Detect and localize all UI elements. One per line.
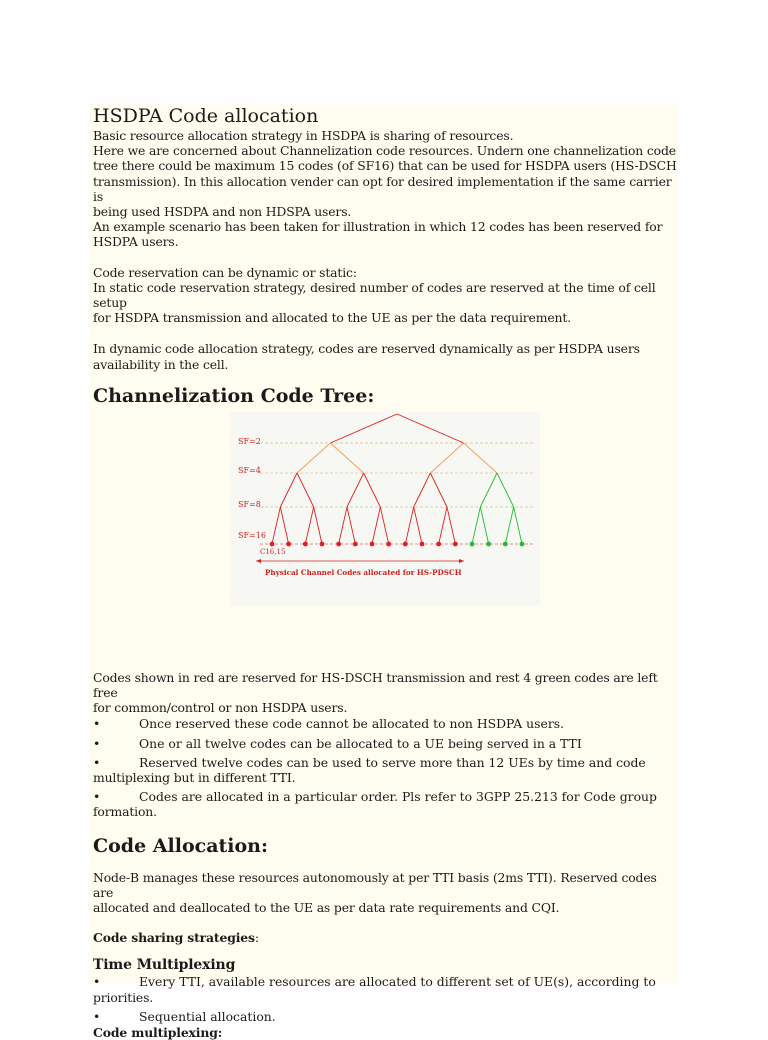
- section-heading-code-allocation: Code Allocation:: [93, 834, 269, 857]
- dynamic-line: availability in the cell.: [93, 356, 229, 372]
- dynamic-line: In dynamic code allocation strategy, codes are reserved dynamically as per HSDPA users: [93, 341, 640, 357]
- tree-branch: [472, 507, 480, 544]
- reservation-line: for HSDPA transmission and allocated to the UE as per the data requirement.: [93, 310, 571, 326]
- code-node: [520, 542, 525, 547]
- code-node: [453, 542, 458, 547]
- tree-branch: [364, 473, 381, 507]
- caption-arrowhead-right: [459, 559, 464, 563]
- alloc-line: Node-B manages these resources autonomously at per TTI basis (2ms TTI). Reserved codes are: [93, 869, 657, 900]
- list-item-continuation: formation.: [93, 804, 157, 820]
- list-item: • Sequential allocation.: [93, 1008, 276, 1024]
- intro-line: Here we are concerned about Channelization code resources. Undern one channelization code: [93, 143, 676, 159]
- intro-line: An example scenario has been taken for illustration in which 12 codes has been reserved for: [93, 219, 663, 235]
- tree-branch: [347, 473, 364, 507]
- tree-branch: [447, 507, 455, 544]
- tree-branch: [480, 507, 488, 544]
- tree-branch: [439, 507, 447, 544]
- sf-label: SF=4: [238, 466, 261, 475]
- sf-label: SF=8: [238, 500, 261, 509]
- section-heading-code-tree: Channelization Code Tree:: [93, 384, 375, 407]
- tree-branch: [380, 507, 388, 544]
- intro-line: tree there could be maximum 15 codes (of SF16) that can be used for HSDPA users (HS-DSCH: [93, 158, 677, 174]
- code-node: [303, 542, 308, 547]
- tree-branch: [314, 507, 322, 544]
- list-item: • One or all twelve codes can be allocated to a UE being served in a TTI: [93, 735, 582, 751]
- tree-branch: [339, 507, 347, 544]
- intro-line: transmission). In this allocation vender can opt for desired implementation if the same carrier is: [93, 173, 672, 204]
- intro-line: Basic resource allocation strategy in HSDPA is sharing of resources.: [93, 128, 514, 143]
- sf-label: SF=2: [238, 437, 261, 446]
- code-label: C16,15: [260, 548, 286, 556]
- code-tree-diagram: [230, 412, 540, 606]
- sharing-label: Code sharing strategies:: [93, 930, 259, 946]
- tree-branch: [347, 507, 355, 544]
- intro-line: HSDPA users.: [93, 234, 179, 250]
- code-multiplexing-heading: Code multiplexing:: [93, 1025, 223, 1040]
- list-item: • Codes are allocated in a particular order. Pls refer to 3GPP 25.213 for Code group: [93, 789, 657, 805]
- tree-branch: [430, 473, 447, 507]
- code-node: [503, 542, 508, 547]
- code-node: [353, 542, 358, 547]
- tree-branch: [297, 443, 330, 473]
- code-node: [286, 542, 291, 547]
- code-node: [370, 542, 375, 547]
- tree-branch: [330, 443, 363, 473]
- tree-branch: [414, 473, 431, 507]
- list-item-continuation: priorities.: [93, 989, 154, 1005]
- codes-line: Codes shown in red are reserved for HS-DSCH transmission and rest 4 green codes are left free: [93, 669, 658, 701]
- list-item: • Reserved twelve codes can be used to serve more than 12 UEs by time and code: [93, 754, 646, 770]
- reservation-line: Code reservation can be dynamic or static:: [93, 264, 357, 280]
- codes-line: for common/control or non HSDPA users.: [93, 700, 348, 716]
- tree-branch: [372, 507, 380, 544]
- tree-branch: [464, 443, 497, 473]
- caption-arrowhead-left: [256, 559, 261, 563]
- code-node: [403, 542, 408, 547]
- tree-branch: [497, 473, 514, 507]
- tree-branch: [480, 473, 497, 507]
- time-multiplexing-heading: Time Multiplexing: [93, 957, 236, 974]
- intro-line: being used HSDPA and non HDSPA users.: [93, 204, 352, 220]
- page-title: HSDPA Code allocation: [93, 105, 319, 127]
- list-item-continuation: multiplexing but in different TTI.: [93, 770, 296, 786]
- figure-caption: Physical Channel Codes allocated for HS-PDSCH: [265, 568, 462, 577]
- tree-branch: [297, 473, 314, 507]
- tree-branch: [272, 507, 280, 544]
- code-tree-figure: [230, 412, 540, 606]
- code-node: [486, 542, 491, 547]
- tree-branch: [414, 507, 422, 544]
- list-item: • Every TTI, available resources are allocated to different set of UE(s), according to: [93, 974, 656, 990]
- code-node: [470, 542, 475, 547]
- tree-branch: [514, 507, 522, 544]
- reservation-line: In static code reservation strategy, desired number of codes are reserved at the time of cell setup: [93, 279, 656, 311]
- code-node: [320, 542, 325, 547]
- tree-branch: [280, 507, 288, 544]
- alloc-line: allocated and deallocated to the UE as per data rate requirements and CQI.: [93, 900, 560, 916]
- list-item: • Once reserved these code cannot be allocated to non HSDPA users.: [93, 716, 565, 732]
- tree-branch: [405, 507, 413, 544]
- tree-branch: [430, 443, 463, 473]
- code-node: [386, 542, 391, 547]
- tree-branch: [330, 414, 397, 443]
- sf-label: SF=16: [238, 531, 266, 540]
- tree-branch: [397, 414, 464, 443]
- tree-branch: [305, 507, 313, 544]
- tree-branch: [505, 507, 513, 544]
- tree-branch: [280, 473, 297, 507]
- code-node: [420, 542, 425, 547]
- code-node: [436, 542, 441, 547]
- code-node: [270, 542, 275, 547]
- code-node: [336, 542, 341, 547]
